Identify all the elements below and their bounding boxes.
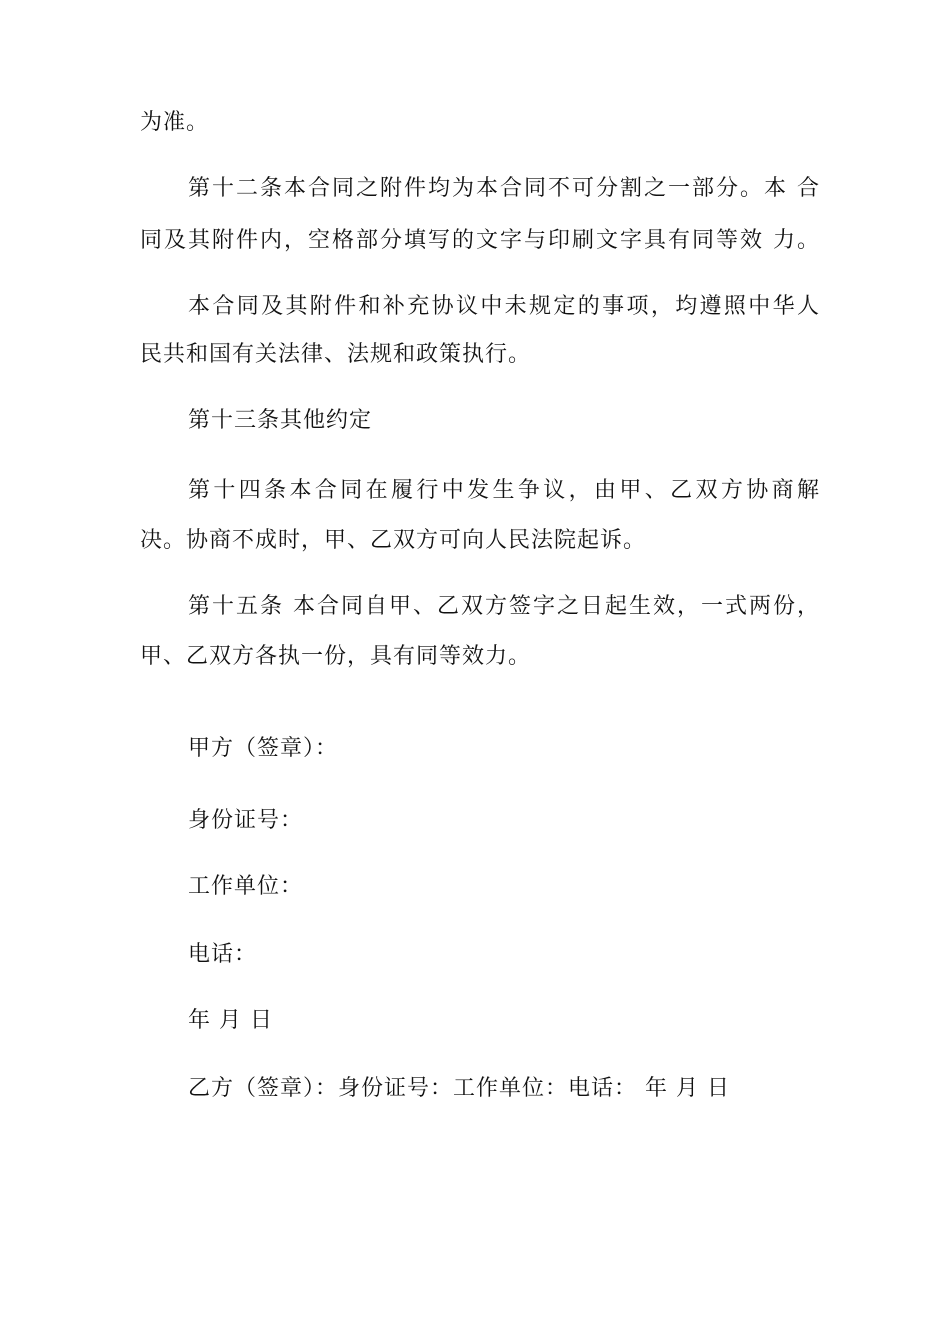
- text-line: 第十四条本合同在履行中发生争议，由甲、乙双方协商解: [188, 478, 820, 503]
- text-line: 第十二条本合同之附件均为本合同不可分割之一部分。本 合: [188, 176, 820, 201]
- text-line: 民共和国有关法律、法规和政策执行。: [140, 342, 532, 367]
- text-line: 同及其附件内，空格部分填写的文字与印刷文字具有同等效 力。: [140, 228, 820, 253]
- text-line: 决。协商不成时，甲、乙双方可向人民法院起诉。: [140, 528, 647, 553]
- party-a-phone-label: 电话：: [188, 942, 258, 967]
- text-line: 甲、乙双方各执一份，具有同等效力。: [140, 644, 532, 669]
- text-line: 为准。: [140, 110, 210, 135]
- party-b-signature-line: 乙方（签章）：身份证号：工作单位：电话： 年 月 日: [188, 1076, 730, 1101]
- party-a-employer-label: 工作单位：: [188, 874, 304, 899]
- text-line: 本合同及其附件和补充协议中未规定的事项，均遵照中华人: [188, 294, 820, 319]
- section-heading: 第十三条其他约定: [188, 408, 373, 433]
- text-line: 第十五条 本合同自甲、乙双方签字之日起生效，一式两份，: [188, 594, 820, 619]
- party-a-signature-label: 甲方（签章）：: [188, 736, 339, 761]
- party-a-date-label: 年 月 日: [188, 1008, 273, 1033]
- party-a-id-label: 身份证号：: [188, 808, 304, 833]
